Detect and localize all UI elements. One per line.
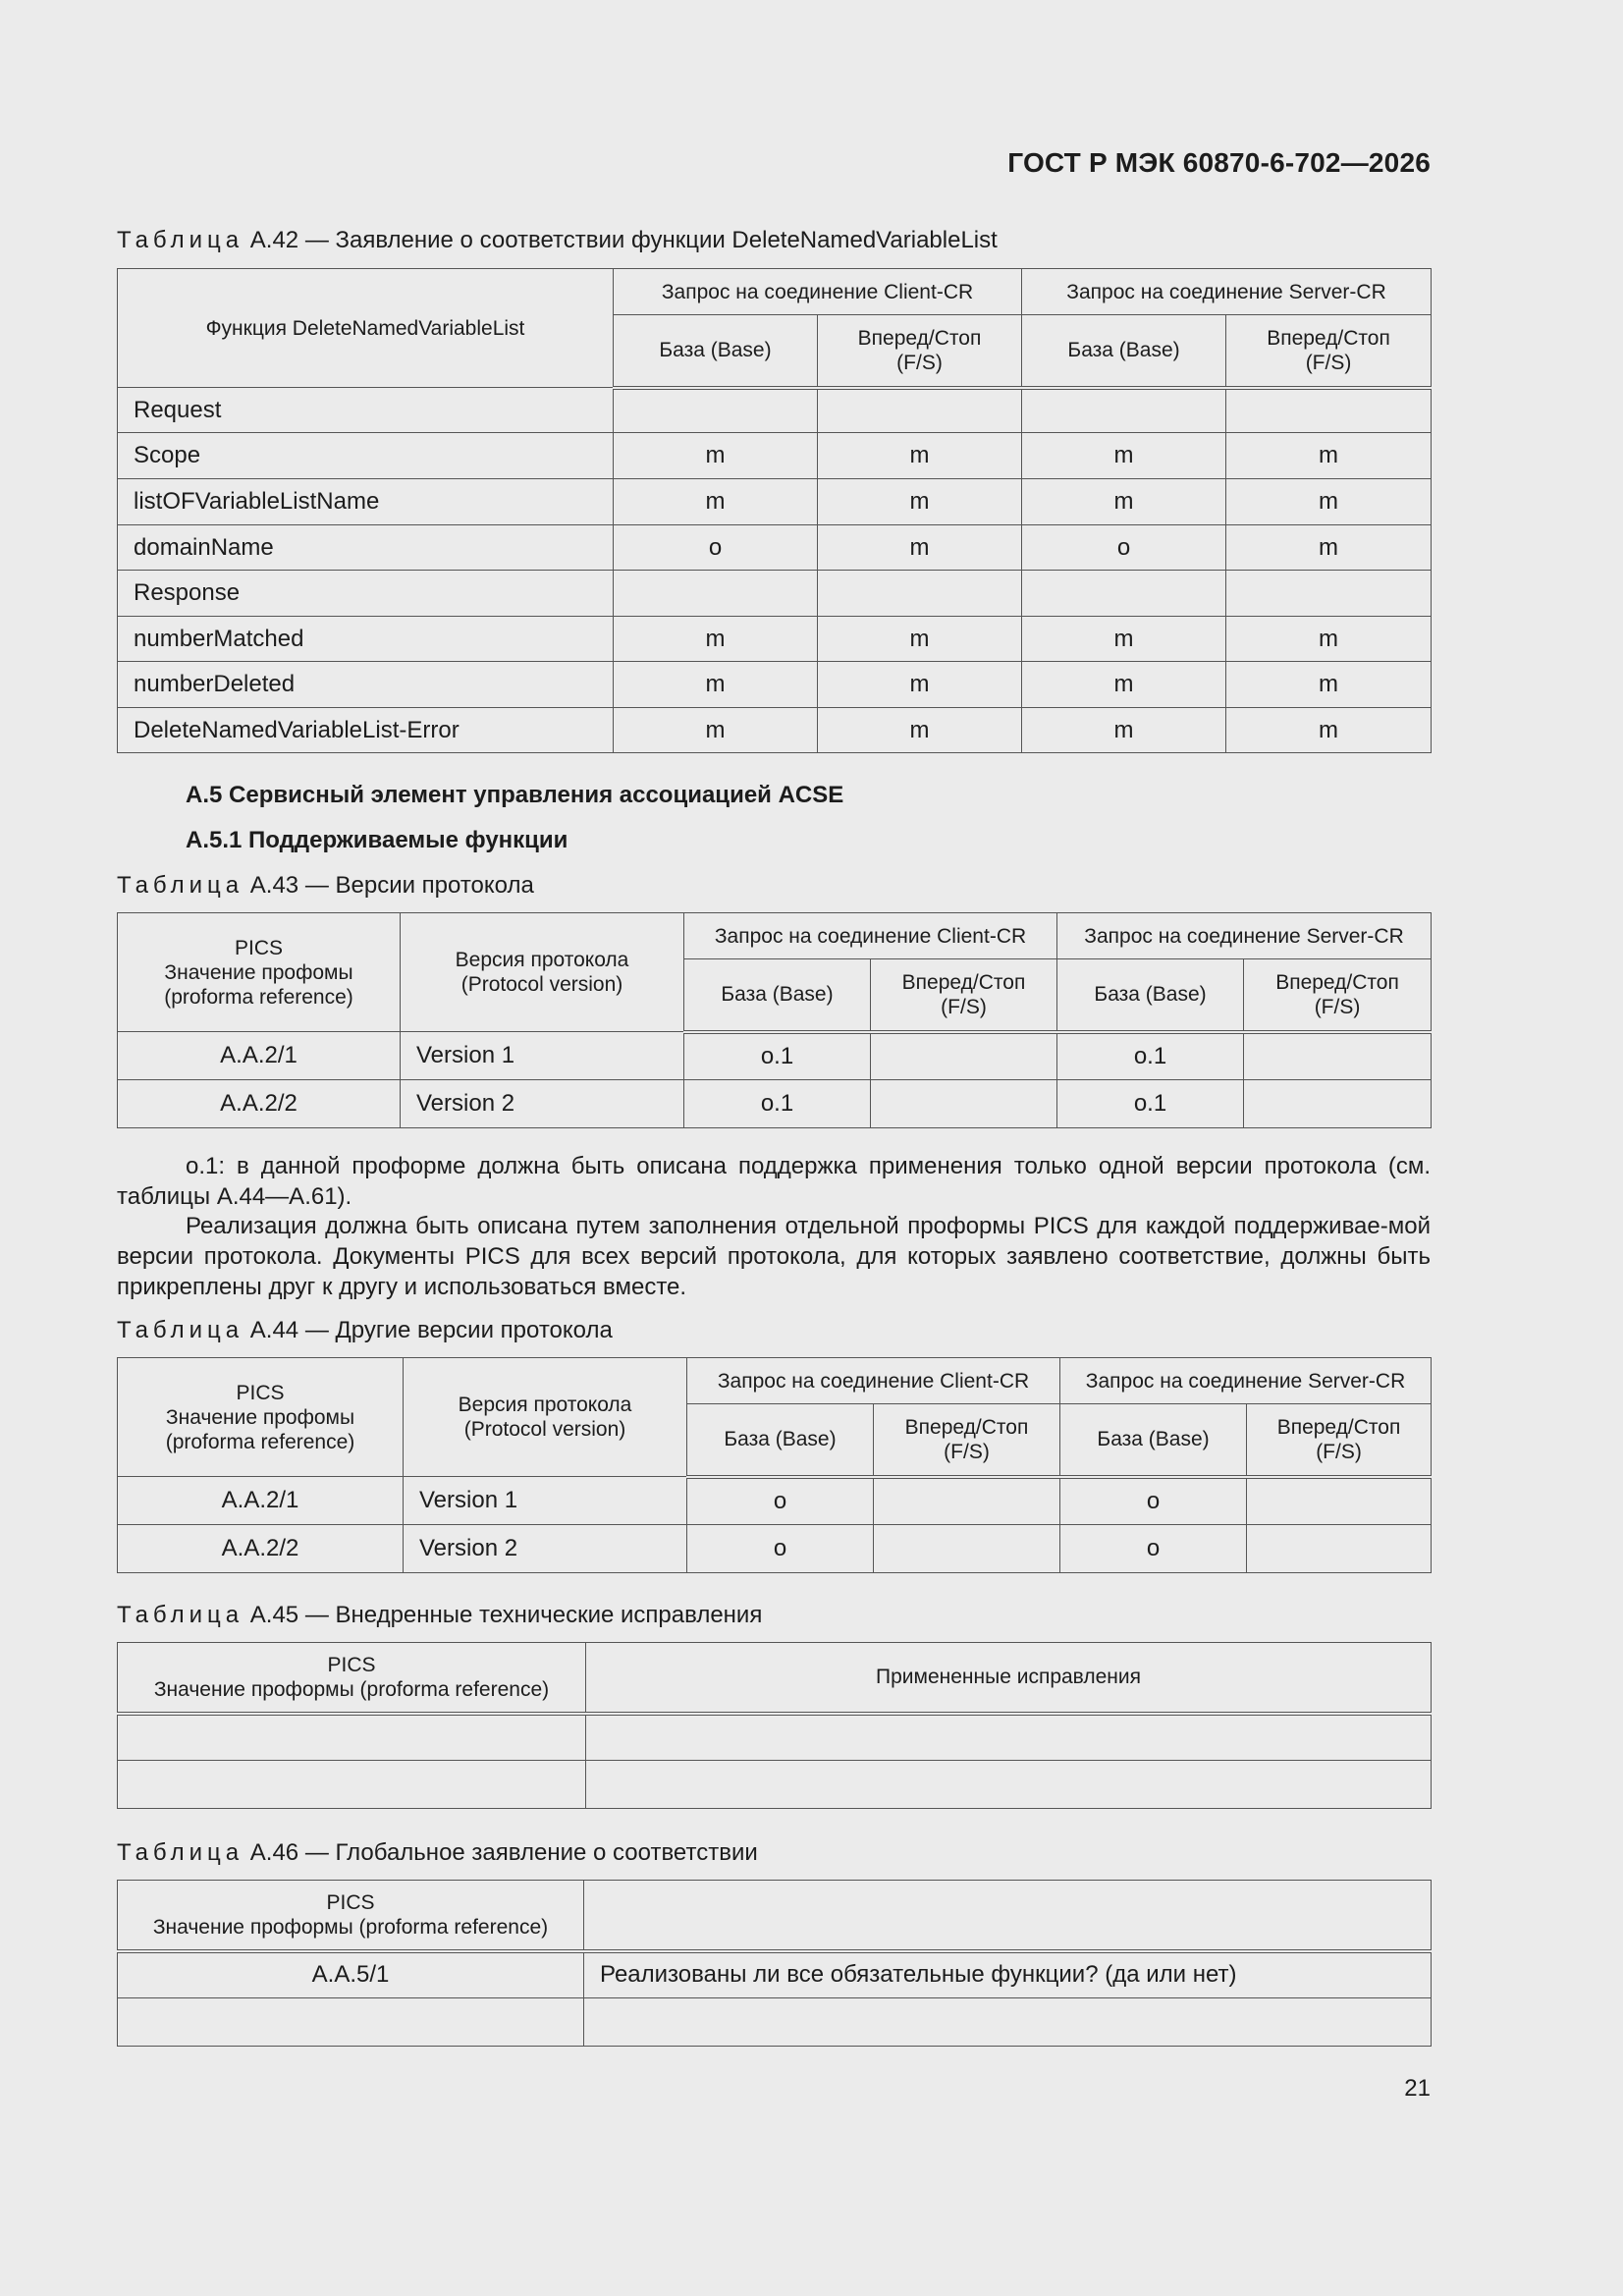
col-statement bbox=[584, 1881, 1432, 1951]
col-pics: PICS Значение профомы (proforma reference) bbox=[118, 1358, 404, 1477]
col-base: База (Base) bbox=[1060, 1404, 1247, 1477]
col-fs: Вперед/Стоп (F/S) bbox=[874, 1404, 1060, 1477]
col-fs: Вперед/Стоп (F/S) bbox=[1226, 315, 1432, 388]
table-row: DeleteNamedVariableList-Error m m m m bbox=[118, 708, 1432, 753]
table-row bbox=[118, 1714, 1432, 1761]
group-client-cr: Запрос на соединение Client-CR bbox=[684, 913, 1057, 959]
table-row: listOFVariableListName m m m m bbox=[118, 479, 1432, 525]
table-a45 bbox=[117, 1642, 1432, 1809]
col-applied-corrections: Примененные исправления bbox=[586, 1643, 1432, 1714]
table-row: A.A.5/1 Реализованы ли все обязательные функции? (да или нет) bbox=[118, 1951, 1432, 1998]
col-base: База (Base) bbox=[684, 959, 871, 1032]
table-row: numberMatched m m m m bbox=[118, 617, 1432, 662]
table-a42 bbox=[117, 268, 1432, 753]
table-row: A.A.2/2 Version 2 o.1 o.1 bbox=[118, 1080, 1432, 1128]
col-base: База (Base) bbox=[1057, 959, 1244, 1032]
table-row: numberDeleted m m m m bbox=[118, 662, 1432, 708]
col-pics: PICS Значение проформы (proforma reference) bbox=[118, 1643, 586, 1714]
col-fs: Вперед/Стоп (F/S) bbox=[1244, 959, 1432, 1032]
table-a42-caption: Таблица А.42 — Заявление о соответствии функции DeleteNamedVariableList bbox=[117, 227, 998, 253]
table-a44-caption: Таблица А.44 — Другие версии протокола bbox=[117, 1317, 613, 1343]
col-protocol-version: Версия протокола (Protocol version) bbox=[404, 1358, 687, 1477]
table-row: Request bbox=[118, 388, 1432, 433]
table-row bbox=[118, 1761, 1432, 1809]
group-server-cr: Запрос на соединение Server-CR bbox=[1057, 913, 1432, 959]
col-fs: Вперед/Стоп (F/S) bbox=[1247, 1404, 1432, 1477]
table-row: A.A.2/2 Version 2 o o bbox=[118, 1525, 1432, 1573]
document-header: ГОСТ Р МЭК 60870-6-702—2026 bbox=[1007, 147, 1431, 178]
table-row: A.A.2/1 Version 1 o.1 o.1 bbox=[118, 1032, 1432, 1080]
table-row: A.A.2/1 Version 1 o o bbox=[118, 1477, 1432, 1525]
table-a46 bbox=[117, 1880, 1432, 2047]
section-heading-a51: А.5.1 Поддерживаемые функции bbox=[186, 827, 568, 853]
col-base: База (Base) bbox=[687, 1404, 874, 1477]
table-row: Response bbox=[118, 571, 1432, 617]
group-server-cr: Запрос на соединение Server-CR bbox=[1022, 269, 1432, 315]
group-client-cr: Запрос на соединение Client-CR bbox=[687, 1358, 1060, 1404]
table-a44 bbox=[117, 1357, 1432, 1573]
table-a43-caption: Таблица А.43 — Версии протокола bbox=[117, 872, 534, 899]
section-heading-a5: А.5 Сервисный элемент управления ассоциацией ACSE bbox=[186, 782, 844, 808]
col-base: База (Base) bbox=[614, 315, 818, 388]
table-row: domainName o m o m bbox=[118, 525, 1432, 571]
page-number: 21 bbox=[1404, 2075, 1431, 2102]
table-row bbox=[118, 1998, 1432, 2047]
col-pics: PICS Значение проформы (proforma reference) bbox=[118, 1881, 584, 1951]
note-paragraph: o.1: в данной проформе должна быть описана поддержка применения только одной версии протокола (см. таблицы А.44—А.61). bbox=[117, 1153, 1431, 1210]
col-function: Функция DeleteNamedVariableList bbox=[118, 269, 614, 388]
table-a43 bbox=[117, 912, 1432, 1128]
table-row: Scope m m m m bbox=[118, 433, 1432, 479]
table-a45-caption: Таблица А.45 — Внедренные технические исправления bbox=[117, 1602, 763, 1628]
col-protocol-version: Версия протокола (Protocol version) bbox=[401, 913, 684, 1032]
col-fs: Вперед/Стоп (F/S) bbox=[871, 959, 1057, 1032]
table-a46-caption: Таблица А.46 — Глобальное заявление о соответствии bbox=[117, 1839, 758, 1866]
col-pics: PICS Значение профомы (proforma reference) bbox=[118, 913, 401, 1032]
body-paragraph: Реализация должна быть описана путем заполнения отдельной проформы PICS для каждой поддерживае-мой версии протокола. Документы PICS для всех версий протокола, для которых заявлено соответствие, должны быть прикреплены друг к другу и использоваться вместе. bbox=[117, 1213, 1431, 1300]
group-client-cr: Запрос на соединение Client-CR bbox=[614, 269, 1022, 315]
col-base: База (Base) bbox=[1022, 315, 1226, 388]
col-fs: Вперед/Стоп (F/S) bbox=[818, 315, 1022, 388]
group-server-cr: Запрос на соединение Server-CR bbox=[1060, 1358, 1432, 1404]
